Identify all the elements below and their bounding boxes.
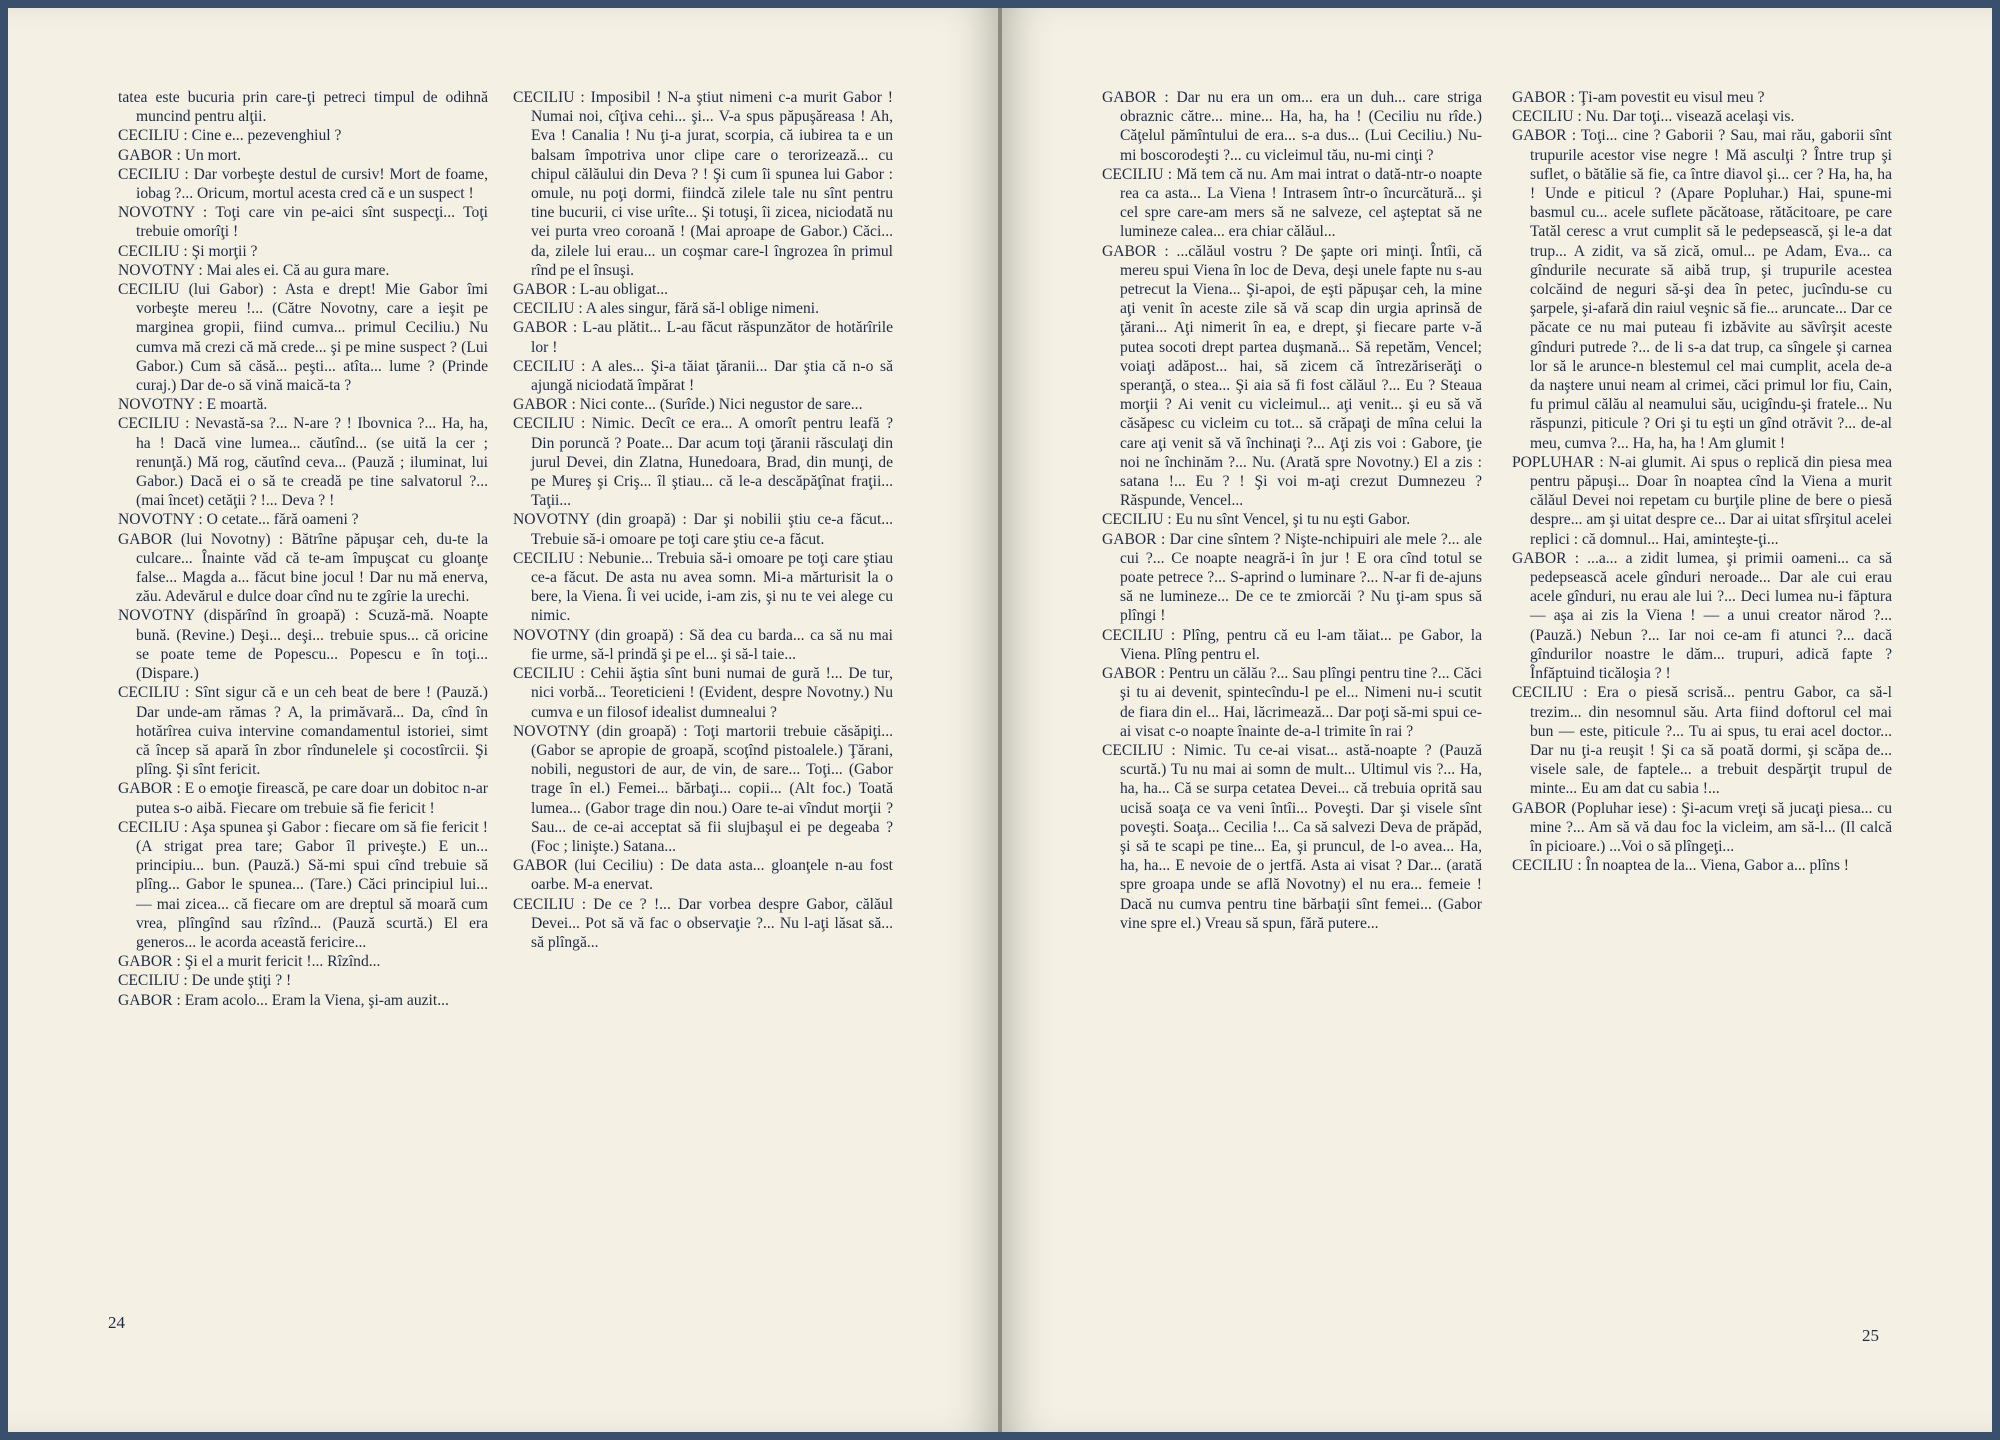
dialogue-paragraph: NOVOTNY : E moartă. [118,396,268,414]
dialogue-paragraph: GABOR : L-au plătit... L-au făcut răspunzător de hotărîrile lor ! [513,319,893,356]
dialogue-paragraph: CECILIU : Şi morţii ? [118,242,258,260]
dialogue-paragraph: CECILIU : Sînt sigur că e un ceh beat de bere ! (Pauză.) Dar unde-am rămas ? A, la primăvară... Da, cînd în hotărîrea cuiva intervine comandamentul istoriei, simt că încep să apară în zbor rîndunelele şi cocostîrcii. Şi plîng. Şi sînt fericit. [118,684,488,779]
left-column-1 [118,88,488,1010]
dialogue-paragraph: CECILIU : Nu. Dar toţi... visează acelaşi vis. [1512,108,1795,126]
left-column-2 [513,88,893,952]
page-number-left: 24 [108,1313,125,1332]
dialogue-paragraph: CECILIU (lui Gabor) : Asta e drept! Mie Gabor îmi vorbeşte mereu !... (Către Novotny, care a ieşit pe marginea gropii, fiind cumva... primul Ceciliu.) Nu cumva mă crezi că mă crede... şi pe mine suspect ? (Lui Gabor.) Cum să căsă... peşti... atîta... lume ? (Prinde curaj.) Dar de-o să vină maică-ta ? [118,281,488,395]
dialogue-paragraph: CECILIU : Plîng, pentru că eu l-am tăiat... pe Gabor, la Viena. Plîng pentru el. [1102,626,1482,663]
dialogue-paragraph: NOVOTNY : Toţi care vin pe-aici sînt suspecţi... Toţi trebuie omorîţi ! [118,204,488,241]
dialogue-paragraph: NOVOTNY (din groapă) : Toţi martorii trebuie căsăpiţi... (Gabor se apropie de groapă, scoţînd pistoalele.) Ţărani, nobili, negustori de aur, de vin, de sare... Toţi... (Gabor trage în el.) Femei... bărbaţi... copii... (Alt foc.) Toată lumea... (Gabor trage din nou.) Oare te-ai vîndut morţii ? Sau... de ce-ai acceptat să fii slujbaşul ei pe degeaba ? (Foc ; linişte.) Satana... [513,722,893,855]
book-spread [8,8,1992,1432]
dialogue-paragraph: CECILIU : Mă tem că nu. Am mai intrat o dată-ntr-o noapte rea ca asta... La Viena ! Intrasem într-o încurcătură... şi cel spre care-am mers să ne salveze, cel aşteptat să ne lumineze calea... era chiar călăul... [1102,165,1482,241]
dialogue-paragraph: CECILIU : Dar vorbeşte destul de cursiv! Mort de foame, iobag ?... Oricum, mortul acesta cred că e un suspect ! [118,165,488,203]
dialogue-paragraph: GABOR : Pentru un călău ?... Sau plîngi pentru tine ?... Căci şi tu ai devenit, spintecîndu-l pe el... Nimeni nu-i scutit de fiara din el... Hai, lăcrimează... Dar poţi să-mi spui ce-ai visat c-o noapte înainte de-a-l trimite în rai ? [1102,665,1482,740]
dialogue-paragraph: NOVOTNY (dispărînd în groapă) : Scuză-mă. Noapte bună. (Revine.) Deşi... deşi... trebuie spus... că oricine se poate teme de Popescu... Popescu e în toţi... (Dispare.) [118,607,488,683]
page-number-right: 25 [1862,1326,1879,1345]
right-column-1 [1102,88,1482,933]
dialogue-paragraph: GABOR : E o emoţie firească, pe care doar un dobitoc n-ar putea s-o aibă. Fiecare om trebuie să fie fericit ! [118,780,488,817]
dialogue-paragraph: CECILIU : Eu nu sînt Vencel, şi tu nu eşti Gabor. [1102,511,1411,529]
dialogue-paragraph: GABOR (lui Ceciliu) : De data asta... gloanţele n-au fost oarbe. M-a enervat. [513,857,893,894]
dialogue-paragraph: CECILIU : Nevastă-sa ?... N-are ? ! Ibovnica ?... Ha, ha, ha ! Dacă vine lumea... căutînd... (se uită la cer ; renunţă.) Mă rog, căutînd ceva... (Pauză ; iluminat, lui Gabor.) Dacă ei o să te creadă pe tine salvatorul ?... (mai încet) cetăţii ? !... Deva ? ! [118,415,488,510]
right-column-2 [1512,88,1892,875]
left-page [8,8,998,1432]
dialogue-paragraph: CECILIU : Era o piesă scrisă... pentru Gabor, ca să-l trezim... din nesomnul său. Arta fiind doftorul cel mai bun — este, piticule ?... Tu ai spus, tu erai acel doctor... Dar nu ţi-a reuşit ! Şi ca să poată dormi, şi scăpa de... visele sale, de faptele... a trebuit despărţit trupul de minte... Eu am dat cu sabia !... [1512,684,1892,798]
dialogue-paragraph: NOVOTNY (din groapă) : Să dea cu barda... ca să nu mai fie urme, să-l prindă şi pe el... şi să-l taie... [513,626,893,663]
dialogue-paragraph: CECILIU : Cine e... pezevenghiul ? [118,127,342,145]
dialogue-paragraph: CECILIU : În noaptea de la... Viena, Gabor a... plîns ! [1512,857,1849,875]
dialogue-paragraph: GABOR : Nici conte... (Surîde.) Nici negustor de sare... [513,396,863,414]
dialogue-paragraph: GABOR : Eram acolo... Eram la Viena, şi-am auzit... [118,991,449,1009]
dialogue-paragraph: CECILIU : Nebunie... Trebuia să-i omoare pe toţi care ştiau ce-a făcut. De asta nu avea somn. Mi-a mărturisit la o bere, la Viena. Îi vei ucide, i-am zis, şi nu te vei alege cu nimic. [513,549,893,625]
dialogue-paragraph: CECILIU : Aşa spunea şi Gabor : fiecare om să fie fericit ! (A strigat prea tare; Gabor îl priveşte.) E un... principiu... bun. (Pauză.) Să-mi spui cînd trebuie să plîng... Gabor le spunea... (Tare.) Căci principiul lui... — mai zicea... că fiecare om are dreptul să moară cum vrea, plîngînd sau rîzînd... (Pauză scurtă.) El era generos... le acorda această fericire... [118,818,488,951]
dialogue-paragraph: CECILIU : Cehii ăştia sînt buni numai de gură !... De tur, nici vorbă... Teoreticieni ! (Evident, despre Novotny.) Nu cumva e un filosof idealist dumnealui ? [513,665,893,721]
dialogue-paragraph: CECILIU : A ales singur, fără să-l oblige nimeni. [513,300,819,318]
dialogue-paragraph: GABOR : Dar cine sîntem ? Nişte-nchipuiri ale mele ?... ale cui ?... Ce noapte neagră-i în jur ! E ora cînd totul se poate petrece ?... S-aprind o luminare ?... N-ar fi de-ajuns să ne lumineze... De ce te zmiorcăi ? Nu ţi-am spus să plîngi ! [1102,530,1482,625]
dialogue-paragraph: CECILIU : De unde ştiţi ? ! [118,972,292,990]
dialogue-paragraph: CECILIU : Nimic. Decît ce era... A omorît pentru leafă ? Din poruncă ? Poate... Dar acum toţi ţăranii răsculaţi din jurul Devei, din Zlatna, Hunedoara, Brad, din munţi, de pe Mureş şi Criş... îl ştiau... că le-a descăpăţînat fraţii... Taţii... [513,415,893,510]
dialogue-paragraph: GABOR : Dar nu era un om... era un duh... care striga obraznic către... mine... Ha, ha, ha ! (Ceciliu nu rîde.) Căţelul pămîntului de era... s-a dus... (Lui Ceciliu.) Nu-mi boscorodeşti ?... cu vicleimul tău, nu-mi cinţi ? [1102,89,1482,164]
dialogue-paragraph: GABOR : L-au obligat... [513,281,669,299]
dialogue-paragraph: CECILIU : Nimic. Tu ce-ai visat... astă-noapte ? (Pauză scurtă.) Tu nu mai ai somn de mult... Ultimul vis ?... Ha, ha, ha... Că se surpa cetatea Devei... că trebuia oprită sau ucisă soaţa ce va veni întîi... Poveşti. Dar şi visele sînt poveşti. Soaţa... Cecilia !... Ca să salvezi Deva de prăpăd, şi să te scapi pe tine... Ea, şi pruncul, de l-o avea... Ha, ha, ha... E nevoie de o jertfă. Asta ai visat ? Dar... (arată spre groapa unde se află Novotny) el nu era... femeie ! Dacă nu cumva pentru tine bărbaţii sînt femei... (Gabor vine spre el.) Vreau să spun, fără putere... [1102,741,1482,932]
dialogue-paragraph: NOVOTNY (din groapă) : Dar şi nobilii ştiu ce-a făcut... Trebuie să-i omoare pe toţi care ştiu ce-a făcut. [513,511,893,548]
dialogue-paragraph: NOVOTNY : Mai ales ei. Că au gura mare. [118,261,390,279]
dialogue-paragraph: NOVOTNY : O cetate... fără oameni ? [118,511,359,529]
dialogue-paragraph: GABOR (lui Novotny) : Bătrîne păpuşar ceh, du-te la culcare... Înainte văd că te-am împuşcat cu gloanţe false... Magda a... făcut bine jocul ! Dar nu mă enerva, zău. Adevărul e dulce doar cînd nu te zgîrie la urechi. [118,530,488,606]
dialogue-paragraph: GABOR (Popluhar iese) : Şi-acum vreţi să jucaţi piesa... cu mine ?... Am să vă dau foc la vicleim, am să-l... (Il calcă în picioare.) ...Voi o să plîngeţi... [1512,799,1892,855]
dialogue-paragraph: POPLUHAR : N-ai glumit. Ai spus o replică din piesa mea pentru păpuşi... Doar în noaptea cînd la Viena a murit călăul Devei noi repetam cu burţile pline de bere o piesă despre... am şi uitat despre ce... Dar ai uitat sfîrşitul acelei replici : că domnul... Hai, aminteşte-ţi... [1512,453,1892,548]
dialogue-paragraph: GABOR : Ţi-am povestit eu visul meu ? [1512,89,1765,106]
dialogue-paragraph: CECILIU : De ce ? !... Dar vorbea despre Gabor, călăul Devei... Pot să vă fac o observaţie ?... Nu l-aţi lăsat să... să plîngă... [513,895,893,951]
dialogue-paragraph: GABOR : ...călăul vostru ? De şapte ori minţi. Întîi, că mereu spui Viena în loc de Deva, deşi unele fapte nu s-au petrecut la Viena... Şi-apoi, de eşti păpuşar ceh, la mine aţi venit în aceste zile să vă scap din urgia aprinsă de ţărani... Aţi nimerit în ea, e drept, şi fiecare parte v-ă putea socoti drept partea duşmană... Să repetăm, Vencel; voiaţi adăpost... hai, să zicem că întrezăriserăţi o speranţă, o stea... Şi aia să fi fost călăul ?... Eu ? Steaua morţii ? Ai venit cu vicleimul... aţi venit... şi eu să vă căsăpesc cu vicleim cu tot... să crăpaţi de mîna celui la care aţi venit să vă închinaţi ?... Aţi zis voi : Gabore, ţie noi ne închinăm ?... Nu. (Arată spre Novotny.) El a zis : satana !... Eu ? ! Şi voi m-aţi crezut Dumnezeu ? Răspunde, Vencel... [1102,242,1482,510]
dialogue-paragraph: CECILIU : Imposibil ! N-a ştiut nimeni c-a murit Gabor ! Numai noi, cîţiva cehi... şi... V-a spus păpuşăreasa ! Ah, Eva ! Canalia ! Nu ţi-a jurat, scorpia, că iubirea ta e un balsam împotriva unor clipe care o terorizează... cu chipul călăului din Deva ? ! Şi cum îi spunea lui Gabor : omule, nu poţi dormi, fiindcă zilele tale nu sînt pentru tine bucurii, ci vise urîte... Şi totuşi, îi zicea, niciodată nu vei purta vreo coroană ! (Mai aproape de Gabor.) Căci... da, zilele lui erau... un coşmar care-l îngrozea în primul rînd pe el însuşi. [513,89,893,279]
dialogue-paragraph: GABOR : Şi el a murit fericit !... Rîzînd... [118,953,381,971]
dialogue-paragraph: GABOR : ...a... a zidit lumea, şi primii oameni... ca să pedepsească acele gînduri neroade... Dar ale cui erau acele gînduri, nu erau ale lui ?... Deci lumea nu-i făptura — aşa ai zis la Viena ! — a unui creator nărod ?... (Pauză.) Nebun ?... Iar noi ce-am fi atunci ?... dacă gîndurilor noastre le dăm... trupuri, adică fapte ? Înfăptuind ticăloşia ? ! [1512,549,1892,683]
dialogue-paragraph: GABOR : Un mort. [118,146,242,164]
dialogue-paragraph: tatea este bucuria prin care-ţi petreci timpul de odihnă muncind pentru alţii. [118,89,488,126]
dialogue-paragraph: GABOR : Toţi... cine ? Gaborii ? Sau, mai rău, gaborii sînt trupurile acestor vise negre ! Mă asculţi ? Între trup şi suflet, o bătălie să fie, ca între diavol şi... cer ? Ha, ha, ha ! Unde e piticul ? (Apare Popluhar.) Hai, spune-mi basmul cu... acele suflete păcătoase, rătăcitoare, pe care Tatăl ceresc a vrut cumplit să le pedepsească, şi le-a dat trup... A zidit, va să zică, omul... pe Adam, Eva... ca gîndurile necurate să aibă trup, şi trupurile acestea colcăind de neguri să-şi dea în petec, jucîndu-se cu şarpele, şi-afară din raiul veşnic să fie... aruncate... Dar ce păcate ce nu mai puteau fi izbăvite au săvîrşit aceste gînduri putrede ?... de li s-a dat trup, ca sîngele şi carnea lor să le arunce-n blestemul cel mai cumplit, acela de-a da naştere unui neam al crimei, căci primul lor fiu, Cain, fu primul călău al neamului său, ucigîndu-şi fratele... Nu răspunzi, piticule ? Ori şi tu eşti un gînd otrăvit ?... de-al meu, cumva ?... Ha, ha, ha ! Am glumit ! [1512,127,1892,452]
right-page [1002,8,1992,1432]
dialogue-paragraph: CECILIU : A ales... Şi-a tăiat ţăranii... Dar ştia că n-o să ajungă niciodată împărat ! [513,357,893,395]
